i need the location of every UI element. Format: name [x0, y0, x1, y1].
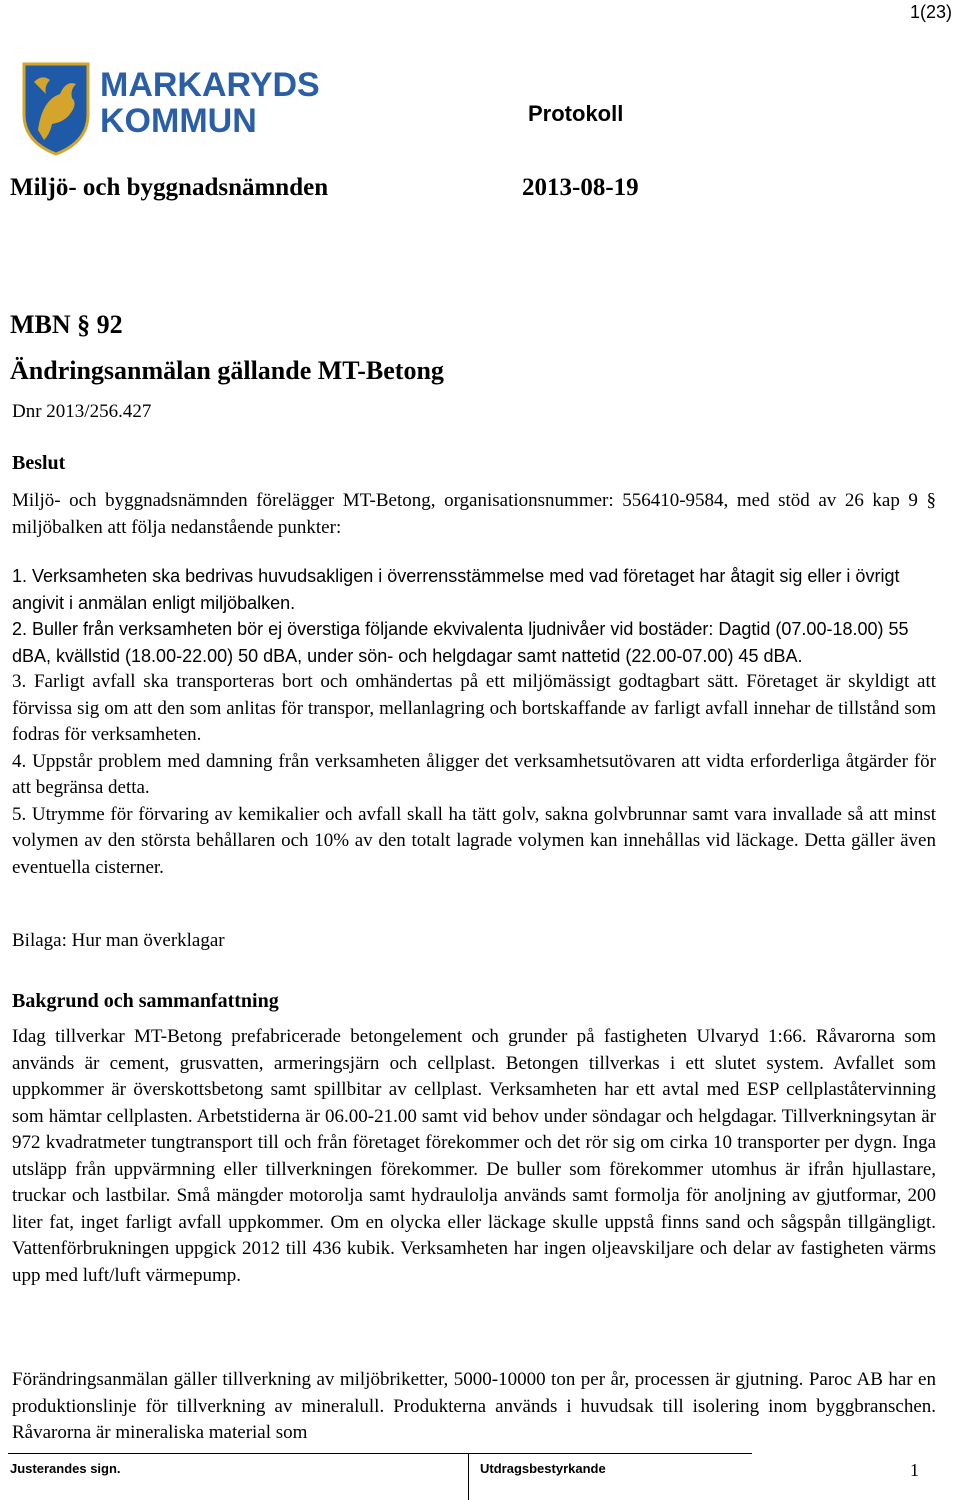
meeting-date: 2013-08-19	[522, 174, 639, 201]
decision-heading: Beslut	[12, 452, 66, 474]
decision-point-5: 5. Utrymme för förvaring av kemikalier och avfall skall ha tätt golv, sakna golvbrunnar samt vara invallade så att minst volymen av den största behållaren och 10% av den totalt lagrade volymen kan innehållas vid läckage. Detta gäller även eventuella cisterner.	[12, 803, 936, 878]
committee-name: Miljö- och byggnadsnämnden	[10, 174, 329, 201]
background-heading: Bakgrund och sammanfattning	[12, 990, 279, 1012]
document-type: Protokoll	[528, 101, 624, 126]
footer-sign-label: Justerandes sign.	[10, 1461, 121, 1476]
background-paragraph-2: Förändringsanmälan gäller tillverkning av miljöbriketter, 5000-10000 ton per år, processen är gjutning. Paroc AB har en produktionslinje för tillverkning av mineralull. Produkterna används i huvudsak till isolering inom byggbranschen. Råvarorna är mineraliska material som	[12, 1369, 936, 1443]
coat-of-arms-icon	[20, 60, 320, 156]
logo-line2: KOMMUN	[100, 102, 257, 140]
footer-certified-label: Utdragsbestyrkande	[480, 1461, 606, 1476]
footer-column-divider	[468, 1453, 469, 1500]
decision-intro: Miljö- och byggnadsnämnden förelägger MT-Betong, organisationsnummer: 556410-9584, med stöd av 26 kap 9 § miljöbalken att följa nedanstående punkter:	[12, 490, 936, 538]
logo-line1: MARKARYDS	[100, 66, 320, 104]
case-title: Ändringsanmälan gällande MT-Betong	[10, 356, 444, 385]
footer-page-number: 1	[910, 1460, 919, 1480]
case-id: MBN § 92	[10, 310, 123, 339]
decision-point-4: 4. Uppstår problem med damning från verksamheten åligger det verksamhetsutövaren att vidta erforderliga åtgärder för att begränsa detta.	[12, 750, 936, 798]
case-dnr: Dnr 2013/256.427	[12, 401, 152, 422]
decision-point-1: 1. Verksamheten ska bedrivas huvudsakligen i överrensstämmelse med vad företaget har åtagit sig eller i övrigt angivit i anmälan enligt miljöbalken.	[12, 566, 900, 613]
municipality-logo	[20, 60, 320, 156]
attachment-note: Bilaga: Hur man överklagar	[12, 930, 225, 951]
decision-points	[12, 563, 936, 881]
footer-divider	[8, 1453, 752, 1454]
page-number: 1(23)	[909, 2, 952, 22]
background-paragraph-1: Idag tillverkar MT-Betong prefabricerade betongelement och grunder på fastigheten Ulvaryd 1:66. Råvarorna som används är cement, grusvatten, armeringsjärn och cellplast. Betongen tillverkas i ett slutet system. Avfallet som uppkommer är överskottsbetong samt spillbitar av cellplast. Verksamheten har ett avtal med ESP cellplaståtervinning som hämtar cellplasten. Arbetstiderna är 06.00-21.00 samt vid behov under söndagar och helgdagar. Tillverkningsytan är 972 kvadratmeter tungtransport till och från företaget förekommer och det rör sig om cirka 10 transporter per dygn. Inga utsläpp från uppvärmning eller tillverkningen förekommer. De buller som förekommer utomhus är ifrån hjullastare, truckar och lastbilar. Små mängder motorolja samt hydraulolja används samt formolja för anoljning av gjutformar, 200 liter fat, inget farligt avfall uppkommer. Om en olycka eller läckage skulle uppstå finns sand och sågspån tillgängligt. Vattenförbrukningen uppgick 2012 till 436 kubik. Verksamheten har ingen oljeavskiljare och delar av fastigheten värms upp med luft/luft värmepump.	[12, 1026, 936, 1286]
decision-point-3: 3. Farligt avfall ska transporteras bort och omhändertas på ett miljömässigt godtagbart sätt. Företaget är skyldigt att förvissa sig om att den som anlitas för transpor, mellanlagring och bortskaffande av farligt avfall innehar de tillstånd som fodras för verksamheten.	[12, 671, 936, 745]
decision-point-2: 2. Buller från verksamheten bör ej överstiga följande ekvivalenta ljudnivåer vid bostäder: Dagtid (07.00-18.00) 55 dBA, kvällstid (18.00-22.00) 50 dBA, under sön- och helgdagar samt nattetid (22.00-07.00) 45 dBA.	[12, 619, 909, 666]
